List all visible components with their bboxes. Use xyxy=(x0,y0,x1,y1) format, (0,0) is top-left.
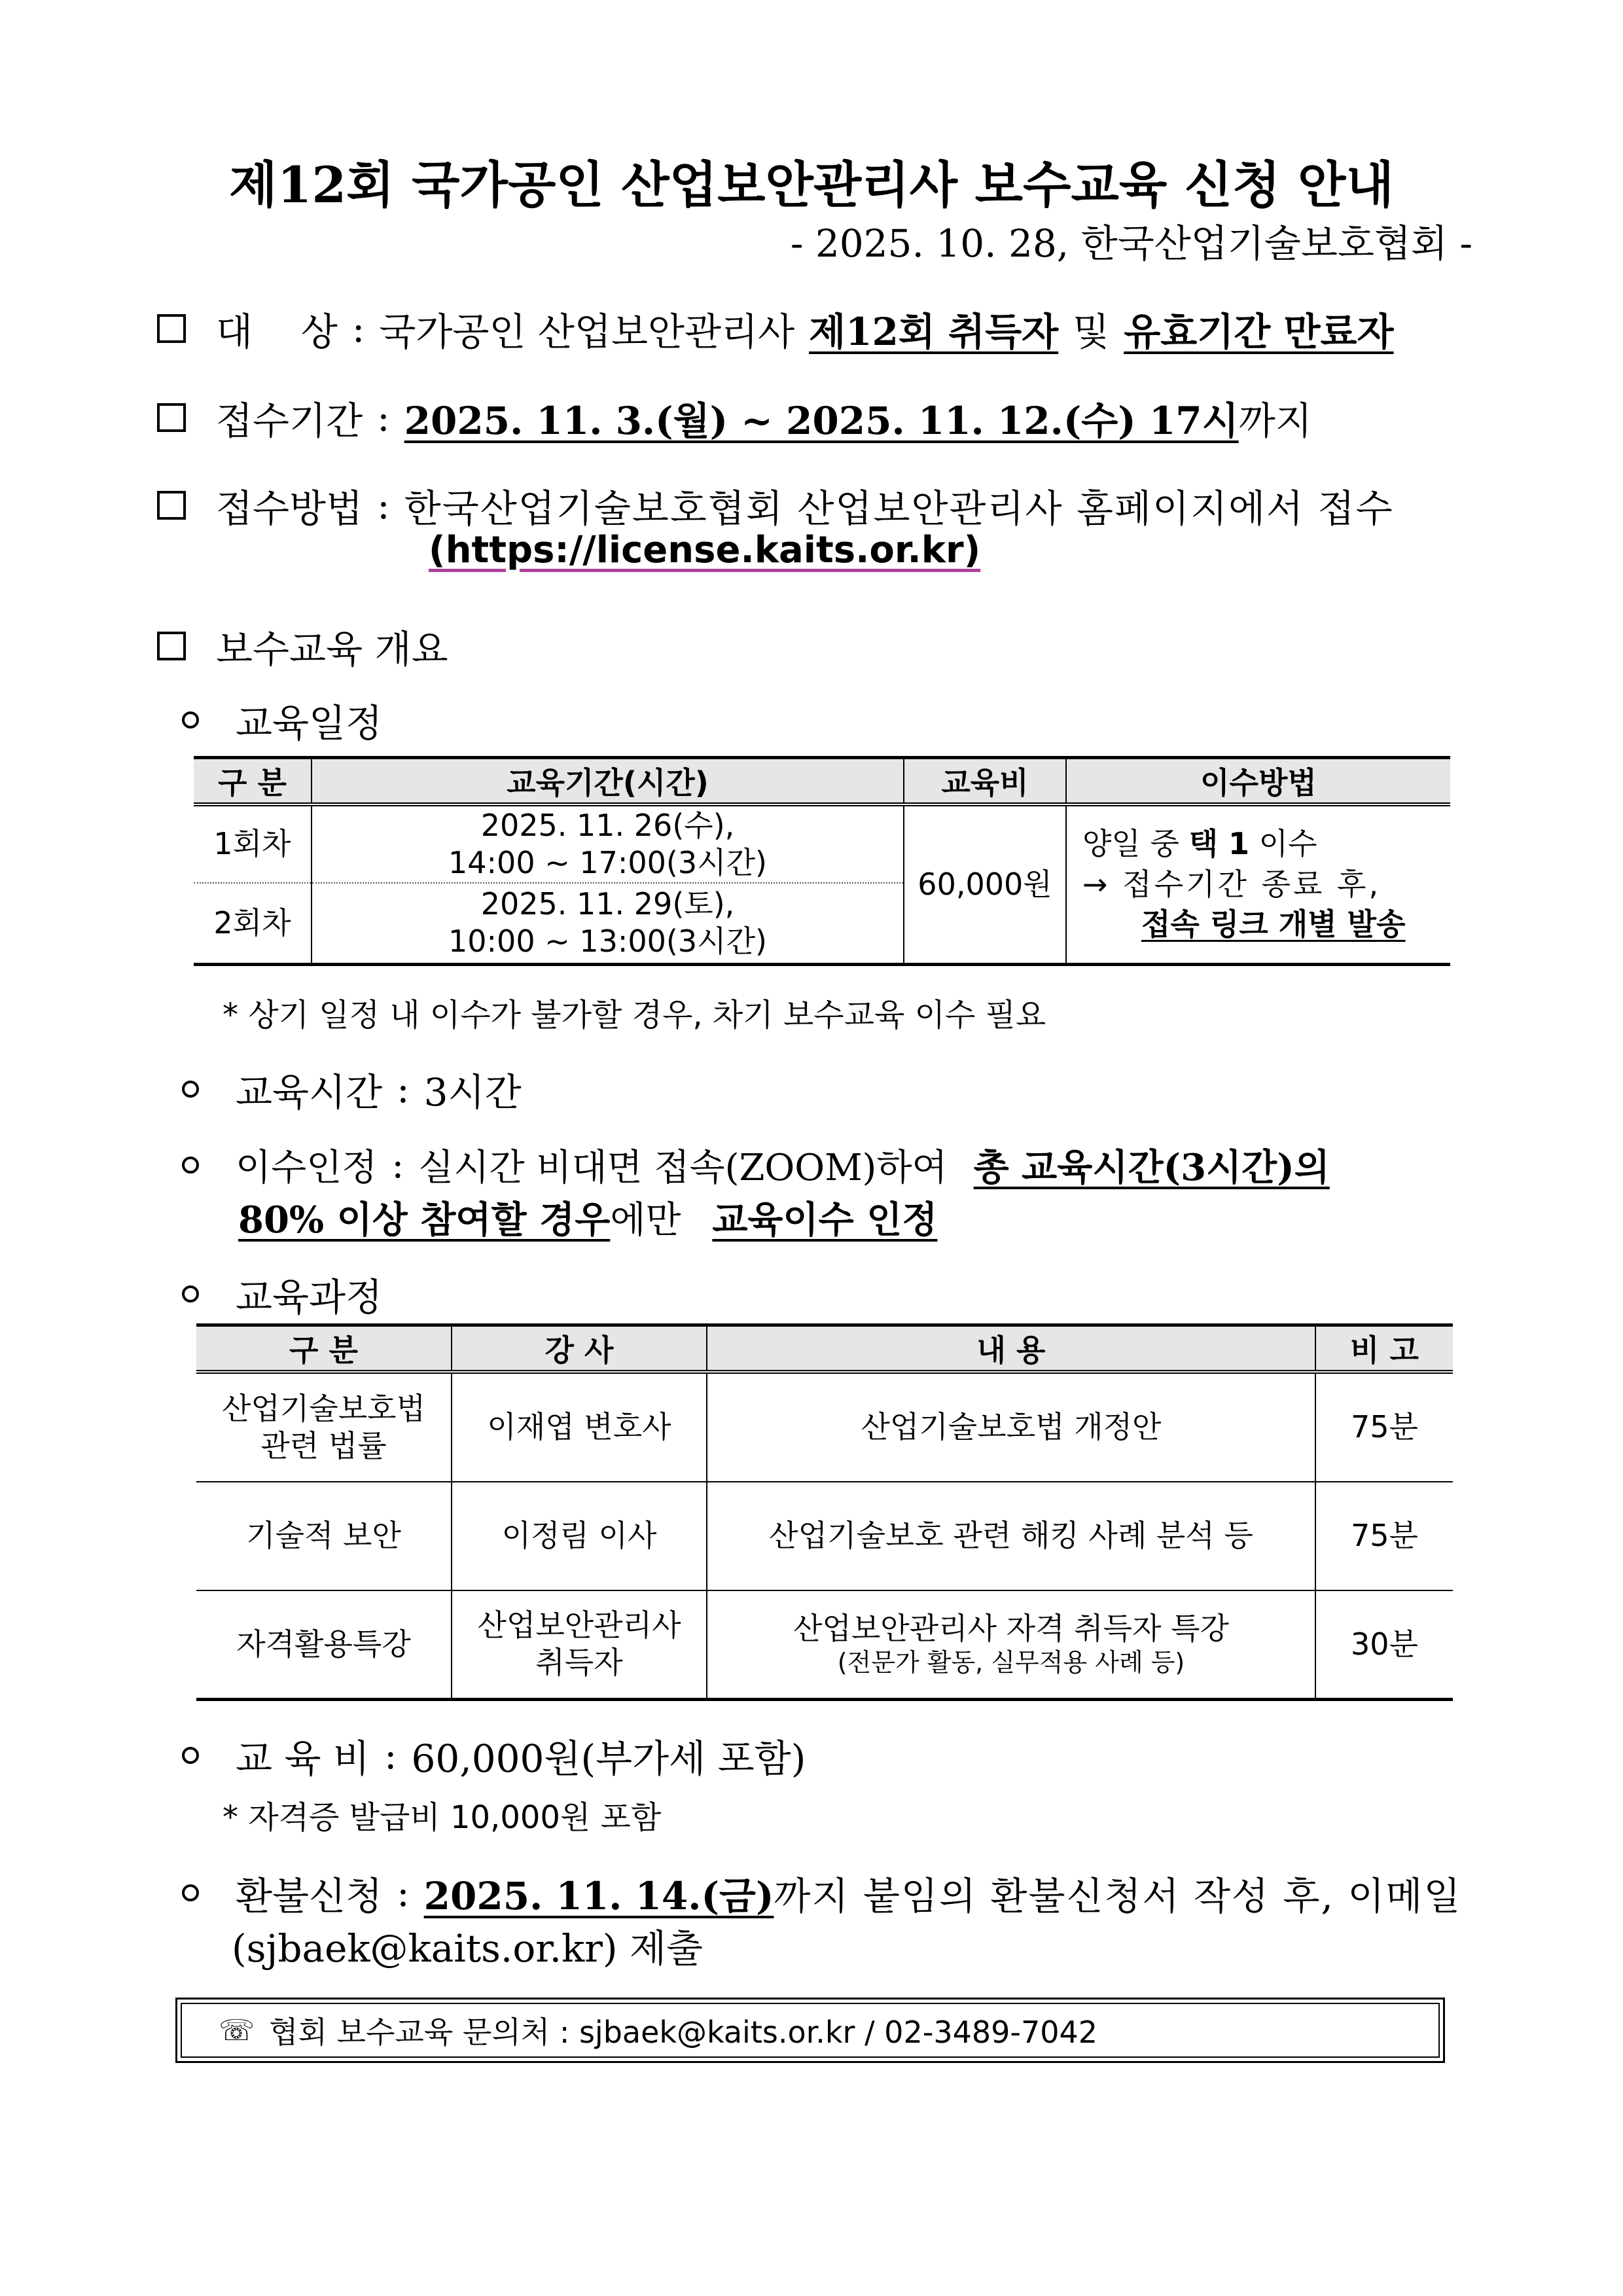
credit-text: 실시간 비대면 접속(ZOOM)하여 xyxy=(418,1147,948,1189)
refund-label: 환불신청 xyxy=(236,1874,383,1918)
circle-bullet-icon xyxy=(182,1081,199,1098)
method-prefix: 양일 중 xyxy=(1082,826,1179,862)
target-highlight-1: 제12회 취득자 xyxy=(809,310,1059,354)
bullet-refund xyxy=(182,1865,1461,1920)
schedule-table xyxy=(194,756,1450,966)
schedule-note: * 상기 일정 내 이수가 불가할 경우, 차기 보수교육 이수 필요 xyxy=(223,997,1046,1033)
course-header-content: 내 용 xyxy=(707,1325,1315,1372)
target-conj: 및 xyxy=(1073,310,1110,354)
circle-bullet-icon xyxy=(182,1884,199,1901)
course-category: 자격활용특강 xyxy=(196,1590,452,1699)
fee-value: 60,000원(부가세 포함) xyxy=(411,1736,806,1781)
schedule-header-period: 교육기간(시간) xyxy=(312,758,904,805)
course-content-sub: (전문가 활동, 실무적용 사례 등) xyxy=(837,1648,1185,1677)
refund-date: 2025. 11. 14.(금) xyxy=(423,1874,774,1918)
bullet-fee xyxy=(182,1728,806,1783)
course-category-line2: 관련 법률 xyxy=(260,1428,387,1463)
colon: : xyxy=(377,395,390,440)
target-highlight-2: 유효기간 만료자 xyxy=(1124,310,1394,354)
schedule-date: 2025. 11. 26(수), xyxy=(480,807,735,843)
colon: : xyxy=(397,1067,410,1111)
course-note: 30분 xyxy=(1315,1590,1453,1699)
course-category xyxy=(196,1372,452,1482)
hours-label: 교육시간 xyxy=(236,1070,383,1115)
circle-bullet-icon xyxy=(182,1157,199,1174)
target-label: 대 상 xyxy=(216,310,338,354)
method-suffix: 이수 xyxy=(1258,826,1317,862)
contact-text: 협회 보수교육 문의처 : sjbaek@kaits.or.kr / 02-3489-7042 xyxy=(269,2015,1098,2050)
course-lecturer-line1: 산업보안관리사 xyxy=(477,1607,681,1643)
table-row xyxy=(196,1590,1453,1699)
course-category-line1: 산업기술보호법 xyxy=(221,1390,426,1426)
course-header-lecturer: 강 사 xyxy=(452,1325,707,1372)
schedule-session: 1회차 xyxy=(194,804,312,883)
section-target xyxy=(157,301,1394,356)
bullet-course xyxy=(182,1266,382,1321)
course-table xyxy=(196,1323,1453,1701)
course-note: 75분 xyxy=(1315,1372,1453,1482)
schedule-header-fee: 교육비 xyxy=(904,758,1066,805)
refund-text: 까지 붙임의 환불신청서 작성 후, 이메일 xyxy=(774,1874,1462,1918)
method-bold: 택 1 xyxy=(1188,826,1250,862)
course-content: 산업기술보호 관련 해킹 사례 분석 등 xyxy=(707,1482,1315,1590)
credit-bold-1: 총 교육시간(3시간)의 xyxy=(973,1146,1330,1189)
course-lecturer-line2: 취득자 xyxy=(535,1645,623,1681)
bullet-hours xyxy=(182,1062,522,1117)
method-text: 한국산업기술보호협회 산업보안관리사 홈페이지에서 접수 xyxy=(404,486,1394,531)
course-content: 산업기술보호법 개정안 xyxy=(707,1372,1315,1482)
course-label: 교육과정 xyxy=(236,1275,383,1319)
colon: : xyxy=(383,1733,397,1778)
colon: : xyxy=(397,1871,410,1915)
course-content xyxy=(707,1590,1315,1699)
schedule-time: 10:00 ~ 13:00(3시간) xyxy=(448,924,767,960)
method-label: 접수방법 xyxy=(216,486,363,531)
bullet-credit xyxy=(182,1139,1330,1191)
telephone-icon: ☏ xyxy=(219,2013,255,2047)
colon: : xyxy=(377,483,390,528)
period-suffix: 까지 xyxy=(1238,399,1312,443)
period-highlight: 2025. 11. 3.(월) ~ 2025. 11. 12.(수) 17시 xyxy=(404,399,1239,443)
contact-box xyxy=(175,1998,1445,2063)
refund-text-line2: (sjbaek@kaits.or.kr) 제출 xyxy=(232,1926,704,1971)
fee-label: 교 육 비 xyxy=(236,1736,370,1781)
credit-bold-2: 80% 이상 참여할 경우 xyxy=(238,1198,611,1242)
course-lecturer: 이재엽 변호사 xyxy=(452,1372,707,1482)
section-method xyxy=(157,478,1394,533)
colon: : xyxy=(351,306,365,351)
section-period xyxy=(157,390,1312,445)
checkbox-icon xyxy=(157,314,186,343)
method-url-link[interactable]: (https://license.kaits.or.kr) xyxy=(429,529,981,571)
schedule-datetime xyxy=(312,883,904,964)
schedule-method-line1 xyxy=(1082,824,1450,864)
schedule-time: 14:00 ~ 17:00(3시간) xyxy=(448,845,767,880)
overview-label: 보수교육 개요 xyxy=(216,627,448,672)
table-row xyxy=(196,1482,1453,1590)
hours-value: 3시간 xyxy=(423,1070,522,1115)
course-lecturer: 이정림 이사 xyxy=(452,1482,707,1590)
contact-box-inner xyxy=(181,2003,1440,2058)
schedule-datetime xyxy=(312,804,904,883)
course-content-main: 산업보안관리사 자격 취득자 특강 xyxy=(793,1610,1229,1646)
circle-bullet-icon xyxy=(182,1285,199,1302)
schedule-method-line2: → 접수기간 종료 후, xyxy=(1082,866,1382,902)
fee-note: * 자격증 발급비 10,000원 포함 xyxy=(223,1799,662,1836)
target-text: 국가공인 산업보안관리사 xyxy=(379,310,795,354)
table-row xyxy=(196,1372,1453,1482)
circle-bullet-icon xyxy=(182,1747,199,1764)
page-title: 제12회 국가공인 산업보안관리사 보수교육 신청 안내 xyxy=(229,156,1394,214)
course-header-category: 구 분 xyxy=(196,1325,452,1372)
schedule-header-method: 이수방법 xyxy=(1066,758,1450,805)
page-subtitle: - 2025. 10. 28, 한국산업기술보호협회 - xyxy=(790,221,1472,266)
period-label: 접수기간 xyxy=(216,399,363,443)
bullet-schedule xyxy=(182,692,382,747)
checkbox-icon xyxy=(157,632,186,660)
checkbox-icon xyxy=(157,403,186,432)
schedule-label: 교육일정 xyxy=(236,701,383,745)
schedule-method-line3: 접속 링크 개별 발송 xyxy=(1141,906,1406,942)
schedule-method xyxy=(1066,804,1450,964)
schedule-header-category: 구 분 xyxy=(194,758,312,805)
schedule-fee: 60,000원 xyxy=(904,804,1066,964)
course-header-note: 비 고 xyxy=(1315,1325,1453,1372)
credit-label: 이수인정 xyxy=(236,1147,378,1189)
credit-mid: 에만 xyxy=(610,1199,681,1242)
schedule-date: 2025. 11. 29(토), xyxy=(480,886,735,922)
credit-line-2 xyxy=(238,1191,937,1244)
credit-bold-3: 교육이수 인정 xyxy=(712,1198,938,1242)
table-row xyxy=(194,804,1450,883)
course-category: 기술적 보안 xyxy=(196,1482,452,1590)
course-note: 75분 xyxy=(1315,1482,1453,1590)
section-overview xyxy=(157,619,448,673)
circle-bullet-icon xyxy=(182,711,199,728)
checkbox-icon xyxy=(157,491,186,520)
schedule-session: 2회차 xyxy=(194,883,312,964)
course-lecturer xyxy=(452,1590,707,1699)
colon: : xyxy=(391,1143,404,1187)
